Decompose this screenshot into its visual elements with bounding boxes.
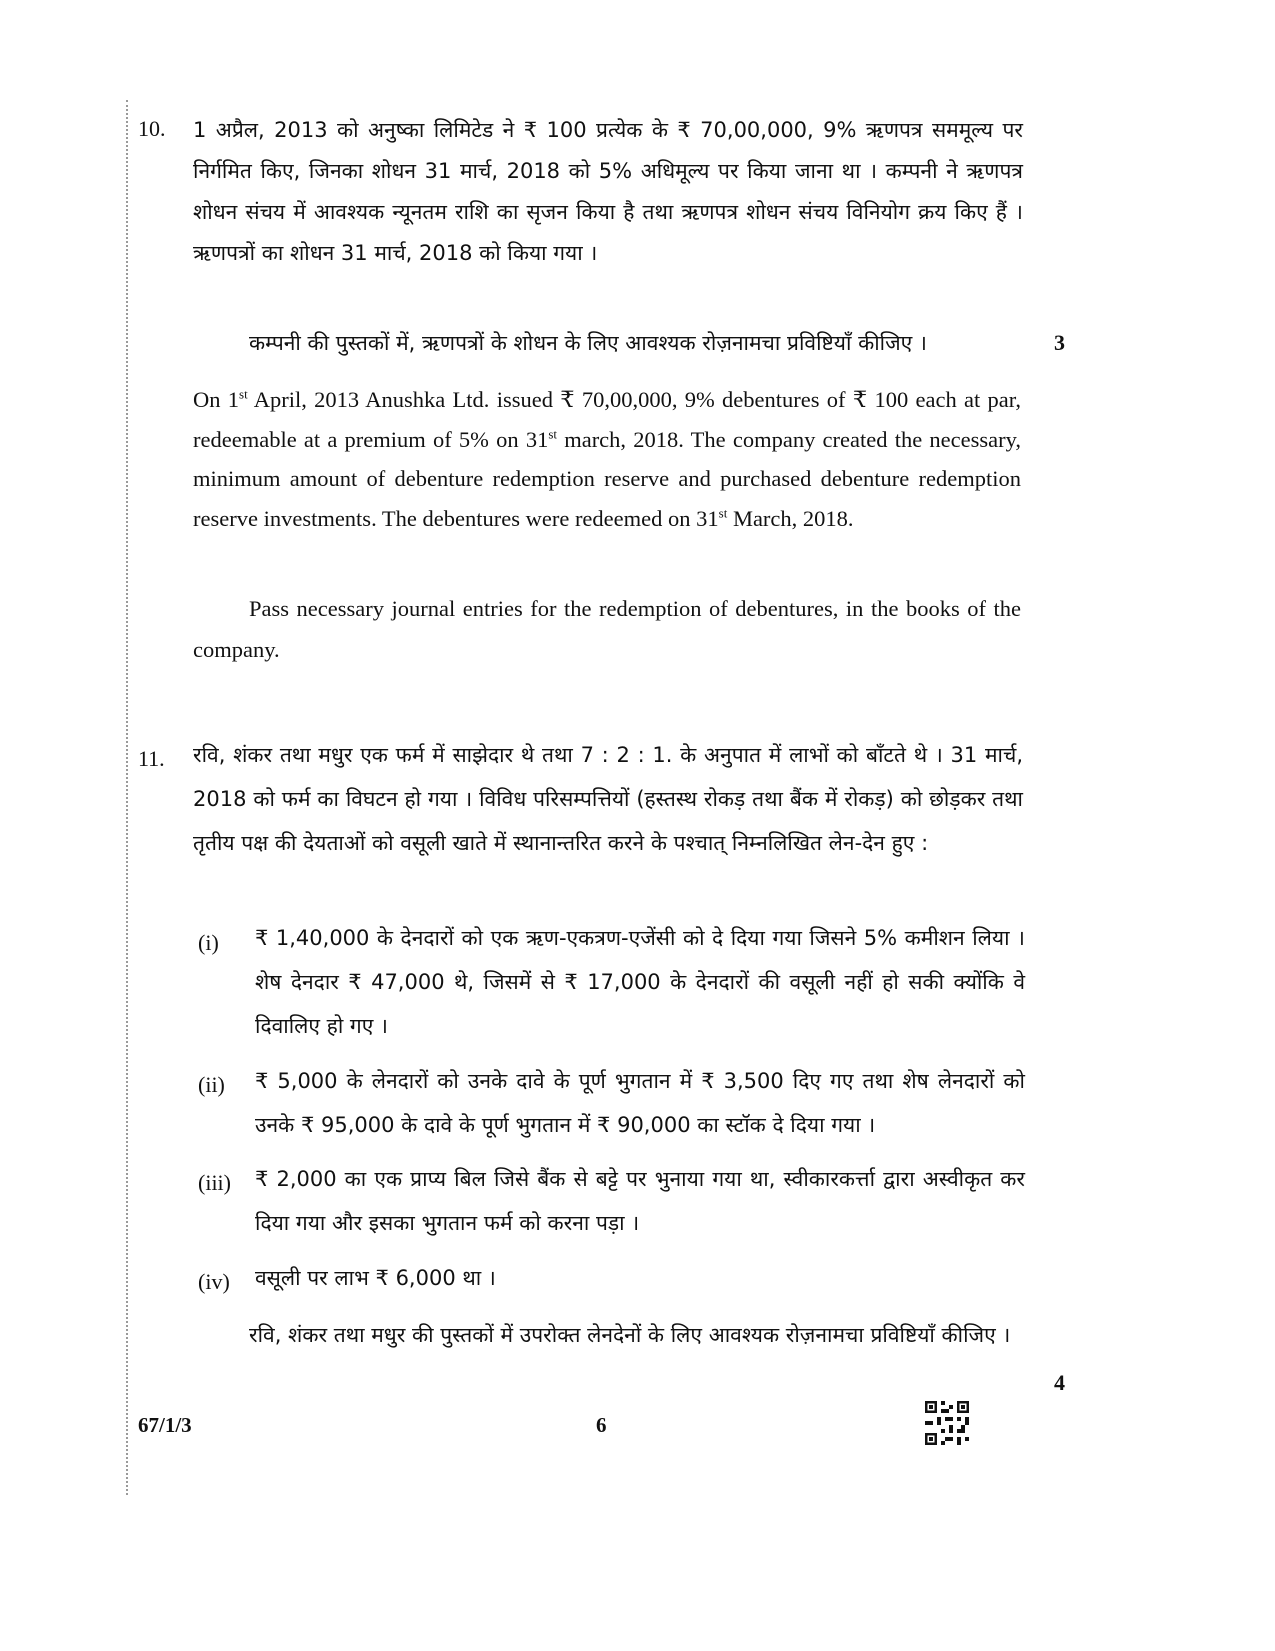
page-number: 6	[596, 1413, 607, 1437]
question-11-instruction: रवि, शंकर तथा मधुर की पुस्तकों में उपरोक्त लेनदेनों के लिए आवश्यक रोज़नामचा प्रविष्टियाँ कीजिए ।	[249, 1323, 1011, 1347]
question-11-item-2-number: (ii)	[198, 1072, 225, 1097]
question-11-item-4-text: वसूली पर लाभ ₹ 6,000 था ।	[255, 1266, 496, 1290]
question-10-english-text: On 1st April, 2013 Anushka Ltd. issued ₹ 70,00,000, 9% debentures of ₹ 100 each at par, redeemable at a premium of 5% on 31st march, 2018. The company created the necessary, minimum amount of debenture redemption reserve and purchased debenture redemption reserve investments. The debentures were redeemed on 31st March, 2018.	[193, 386, 1022, 532]
question-11-item-1-text: ₹ 1,40,000 के देनदारों को एक ऋण-एकत्रण-एजेंसी को दे दिया गया जिसने 5% कमीशन लिया । शेष देनदार ₹ 47,000 थे, जिसमें से ₹ 17,000 के देनदारों की वसूली नहीं हो सकी क्योंकि वे दिवालिए हो गए ।	[255, 926, 1025, 1038]
question-11-item-4-number: (iv)	[198, 1269, 230, 1294]
question-10-hindi-text: 1 अप्रैल, 2013 को अनुष्का लिमिटेड ने ₹ 100 प्रत्येक के ₹ 70,00,000, 9% ऋणपत्र सममूल्य पर निर्गमित किए, जिनका शोधन 31 मार्च, 2018 को 5% अधिमूल्य पर किया जाना था । कम्पनी ने ऋणपत्र शोधन संचय में आवश्यक न्यूनतम राशि का सृजन किया है तथा ऋणपत्र शोधन संचय विनियोग क्रय किए हैं । ऋणपत्रों का शोधन 31 मार्च, 2018 को किया गया ।	[193, 118, 1023, 265]
question-11-number: 11.	[138, 746, 165, 771]
question-11-item-1-number: (i)	[198, 930, 219, 955]
question-11-item-3-text: ₹ 2,000 का एक प्राप्य बिल जिसे बैंक से बट्टे पर भुनाया गया था, स्वीकारकर्त्ता द्वारा अस्वीकृत कर दिया गया और इसका भुगतान फर्म को करना पड़ा ।	[255, 1167, 1025, 1235]
qr-code-icon	[925, 1401, 969, 1445]
paper-code: 67/1/3	[138, 1413, 192, 1437]
question-10-marks: 3	[1054, 330, 1065, 355]
question-11-marks: 4	[1054, 1370, 1065, 1395]
question-11-item-2-text: ₹ 5,000 के लेनदारों को उनके दावे के पूर्ण भुगतान में ₹ 3,500 दिए गए तथा शेष लेनदारों को उनके ₹ 95,000 के दावे के पूर्ण भुगतान में ₹ 90,000 का स्टॉक दे दिया गया ।	[255, 1069, 1025, 1137]
question-11-intro: रवि, शंकर तथा मधुर एक फर्म में साझेदार थे तथा 7 : 2 : 1. के अनुपात में लाभों को बाँटते थे । 31 मार्च, 2018 को फर्म का विघटन हो गया । विविध परिसम्पत्तियों (हस्तस्थ रोकड़ तथा बैंक में रोकड़) को छोड़कर तथा तृतीय पक्ष की देयताओं को वसूली खाते में स्थानान्तरित करने के पश्चात् निम्नलिखित लेन-देन हुए :	[193, 743, 1023, 855]
question-11-item-3-number: (iii)	[198, 1170, 231, 1195]
margin-dotted-rule	[126, 100, 128, 1495]
question-10-english-instruction: Pass necessary journal entries for the redemption of debentures, in the books of the company.	[193, 596, 1021, 662]
question-10-number: 10.	[138, 116, 166, 141]
question-10-hindi-instruction: कम्पनी की पुस्तकों में, ऋणपत्रों के शोधन के लिए आवश्यक रोज़नामचा प्रविष्टियाँ कीजिए ।	[249, 331, 927, 355]
